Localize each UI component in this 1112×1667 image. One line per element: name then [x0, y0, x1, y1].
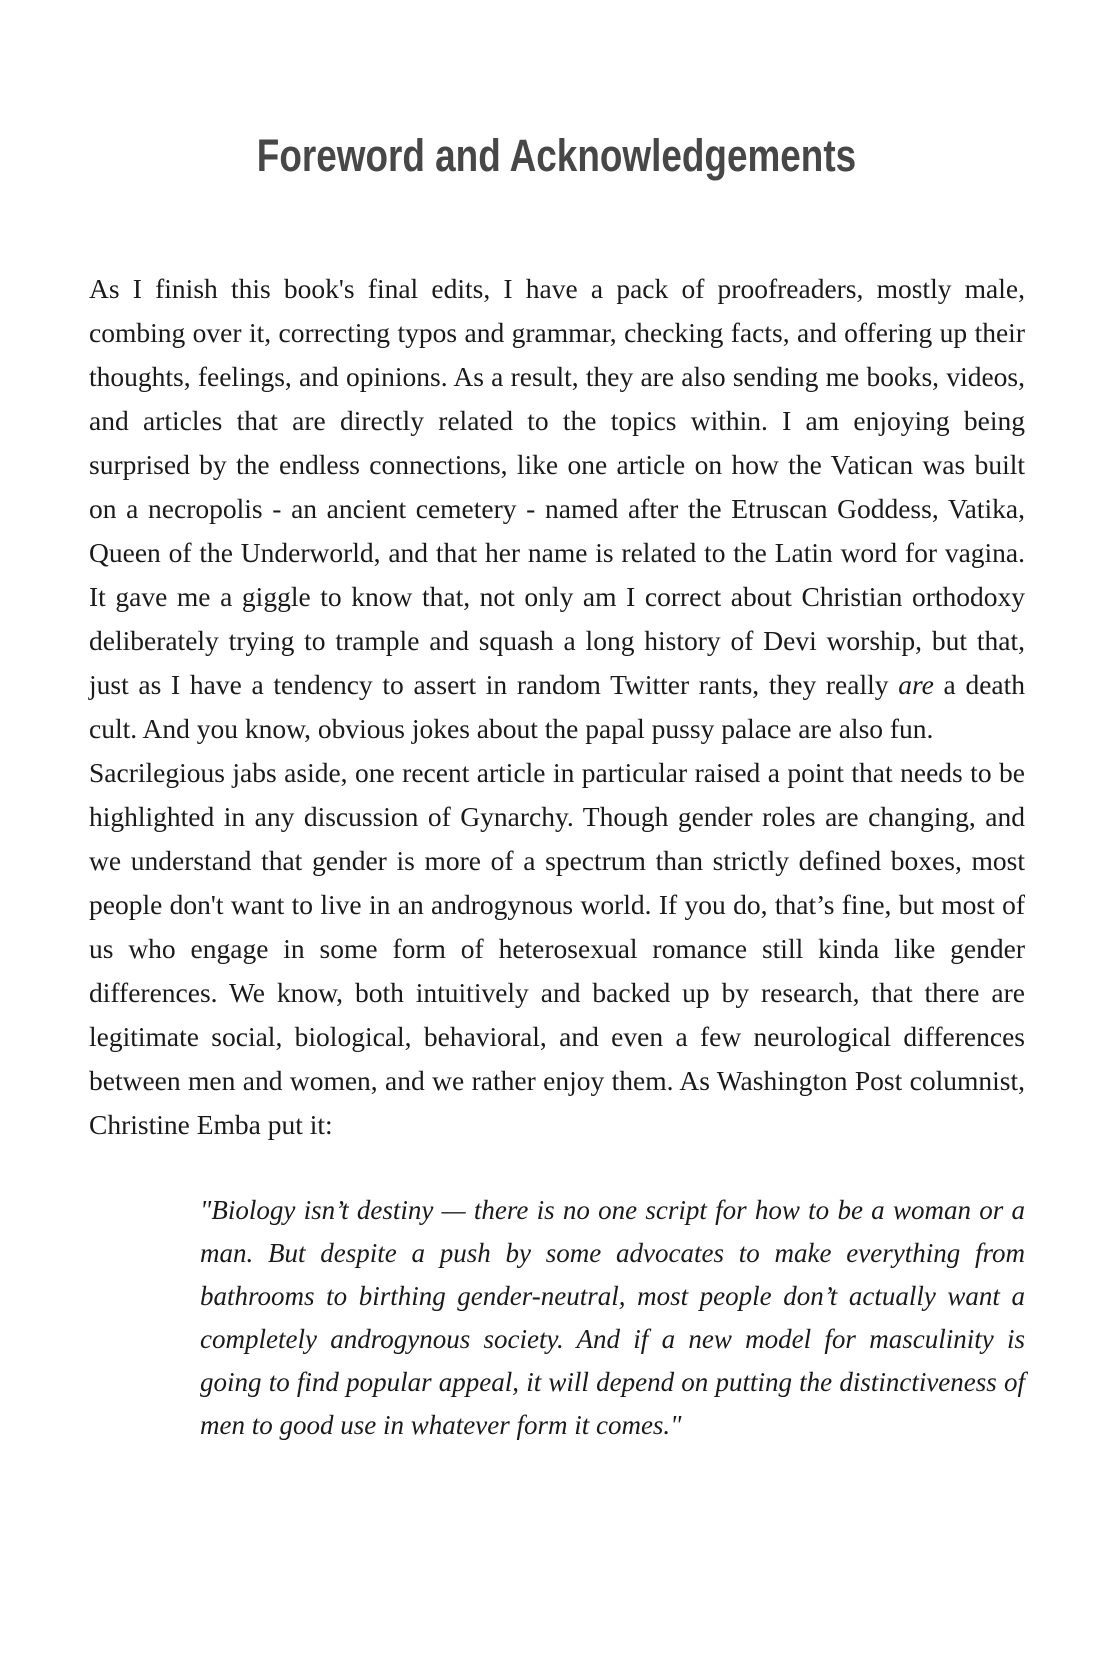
paragraph	[89, 267, 1025, 751]
page-title	[0, 0, 1112, 182]
text-segment: "Biology isn’t destiny — there is no one script for how to be a woman or a man. But despite a push by some advocates to make everything from bathrooms to birthing gender-neutral, most people don’t actually want a completely androgynous society. And if a new model for masculinity is going to find popular appeal, it will depend on putting the distinctiveness of men to good use in whatever form it comes."	[200, 1194, 1025, 1440]
text-segment: Sacrilegious jabs aside, one recent article in particular raised a point that needs to be highlighted in any discussion of Gynarchy. Though gender roles are changing, and we understand that gender is more of a spectrum than strictly defined boxes, most people don't want to live in an androgynous world. If you do, that’s fine, but most of us who engage in some form of heterosexual romance still kinda like gender differences. We know, both intuitively and backed up by research, that there are legitimate social, biological, behavioral, and even a few neurological differences between men and women, and we rather enjoy them. As Washington Post columnist, Christine Emba put it:	[89, 756, 1025, 1140]
text-segment: As I finish this book's final edits, I have a pack of proofreaders, mostly male, combing over it, correcting typos and grammar, checking facts, and offering up their thoughts, feelings, and opinions. As a result, they are also sending me books, videos, and articles that are directly related to the topics within. I am enjoying being surprised by the endless connections, like one article on how the Vatican was built on a necropolis - an ancient cemetery - named after the Etruscan Goddess, Vatika, Queen of the Underworld, and that her name is related to the Latin word for vagina. It gave me a giggle to know that, not only am I correct about Christian orthodoxy deliberately trying to trample and squash a long history of Devi worship, but that, just as I have a tendency to assert in random Twitter rants, they really	[89, 272, 1025, 700]
body-paragraphs	[89, 267, 1025, 1147]
text-segment: a death cult. And you know, obvious jokes about the papal pussy palace are also fun.	[89, 668, 1026, 744]
content-column	[89, 267, 1025, 1447]
page-title-text: Foreword and Acknowledgements	[256, 130, 856, 181]
paragraph	[89, 751, 1025, 1147]
blockquote	[200, 1189, 1025, 1447]
italic-text: are	[898, 668, 934, 700]
